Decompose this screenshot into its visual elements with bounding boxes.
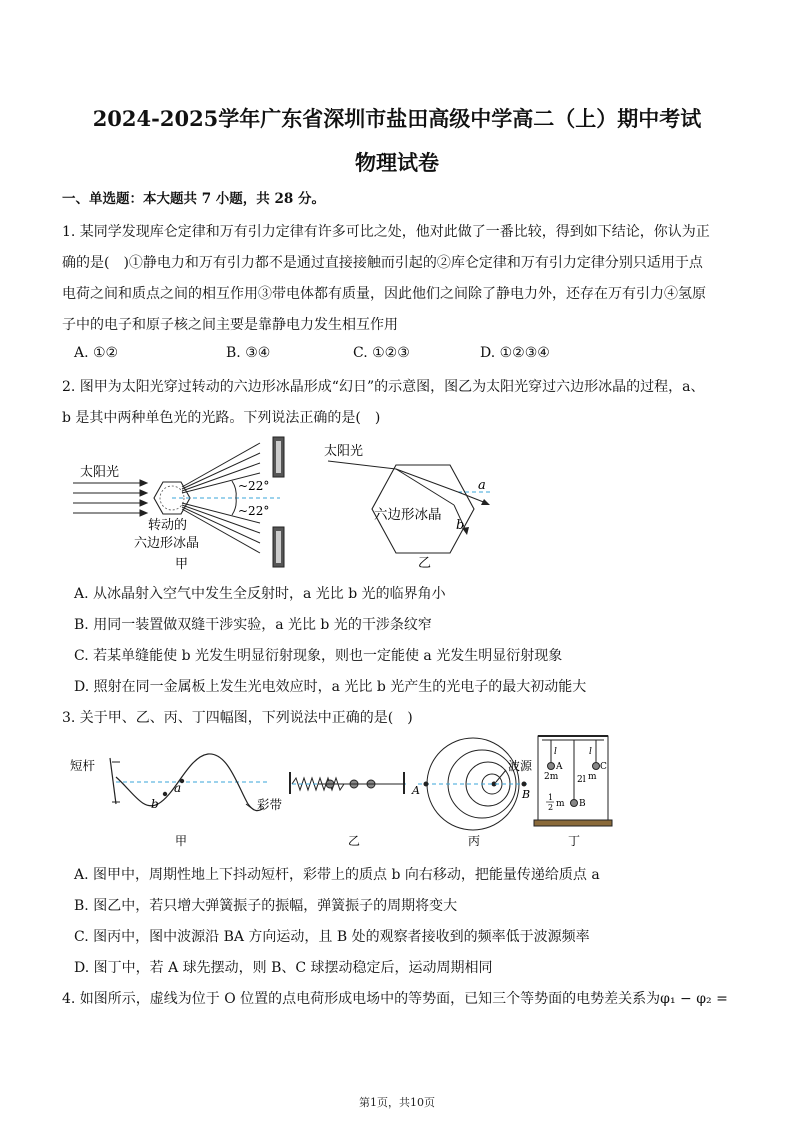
q1-line-1: 1. 某同学发现库仑定律和万有引力定律有许多可比之处，他对此做了一番比较，得到如下结论，你认为正 [62, 224, 710, 240]
exam-subtitle: 物理试卷 [355, 150, 439, 175]
q2-option-c: C. 若某单缝能使 b 光发生明显衍射现象，则也一定能使 a 光发生明显衍射现象 [74, 648, 563, 664]
rotating-label-1: 转动的 [148, 518, 188, 533]
pendulum-A-name: A [556, 762, 563, 772]
ray-b: b [456, 518, 465, 533]
exam-title: 2024-2025学年广东省深圳市盐田高级中学高二（上）期中考试 [92, 106, 702, 131]
rotating-label-2: 六边形冰晶 [134, 536, 200, 551]
sunlight-label-2: 太阳光 [324, 444, 364, 459]
q1-option-b: B. ③④ [226, 345, 271, 361]
stick-label: 短杆 [70, 758, 96, 773]
pendulum-B-length: 2l [577, 775, 586, 785]
point-A: A [412, 784, 420, 797]
label-bing: 丙 [468, 834, 481, 848]
angle-lower: ~22° [238, 504, 270, 518]
q1-option-a: A. ①② [74, 345, 119, 361]
q1-line-3: 电荷之间和质点之间的相互作用③带电体都有质量，因此他们之间除了静电力外，还存在万有引力④氢原 [62, 286, 706, 302]
pendulum-C-length: l [589, 747, 592, 757]
q2-figure-yi [318, 437, 498, 573]
source-label: 波源 [508, 759, 533, 773]
pendulum-B-half-den: 2 [548, 803, 554, 812]
point-B: B [522, 788, 531, 801]
pendulum-A-length: l [554, 747, 557, 757]
q3-line: 3. 关于甲、乙、丙、丁四幅图，下列说法中正确的是( ) [62, 710, 413, 726]
section-heading: 一、单选题：本大题共 7 小题，共 28 分。 [62, 191, 325, 207]
label-yi: 乙 [348, 834, 361, 848]
pendulum-B-half-num: 1 [548, 793, 554, 802]
q1-option-d: D. ①②③④ [480, 345, 550, 361]
q1-line-4: 子中的电子和原子核之间主要是靠静电力发生相互作用 [62, 317, 398, 333]
q4-line: 4. 如图所示，虚线为位于 O 位置的点电荷形成电场中的等势面，已知三个等势面的电势差关系为φ₁ − φ₂ = [62, 991, 728, 1007]
point-a: a [174, 781, 182, 795]
ribbon-label: 彩带 [257, 797, 283, 812]
page-footer: 第1页，共10页 [359, 1096, 435, 1109]
q3-option-c: C. 图丙中，图中波源沿 BA 方向运动，且 B 处的观察者接收到的频率低于波源频率 [74, 929, 590, 945]
q2-option-b: B. 用同一装置做双缝干涉实验，a 光比 b 光的干涉条纹窄 [74, 617, 432, 633]
crystal-label: 六边形冰晶 [374, 507, 442, 523]
sunlight-label: 太阳光 [80, 465, 120, 480]
ray-a: a [478, 478, 486, 493]
q2-option-a: A. 从冰晶射入空气中发生全反射时，a 光比 b 光的临界角小 [74, 586, 446, 602]
pendulum-B-name: B [579, 799, 586, 809]
pendulum-A-mass: 2m [544, 772, 559, 782]
pendulum-B-mass: m [556, 799, 565, 809]
angle-upper: ~22° [238, 479, 270, 493]
label-ding: 丁 [568, 834, 581, 848]
figure-label-yi: 乙 [418, 556, 432, 571]
q3-figure-strip [68, 732, 728, 852]
q3-option-d: D. 图丁中，若 A 球先摆动，则 B、C 球摆动稳定后，运动周期相同 [74, 960, 493, 976]
q2-line-2: b 是其中两种单色光的光路。下列说法正确的是( ) [62, 410, 381, 426]
q2-line-1: 2. 图甲为太阳光穿过转动的六边形冰晶形成“幻日”的示意图，图乙为太阳光穿过六边形冰晶的过程，a、 [62, 379, 705, 395]
q2-figure-jia [70, 435, 310, 575]
pendulum-C-name: C [600, 762, 607, 772]
q3-option-b: B. 图乙中，若只增大弹簧振子的振幅，弹簧振子的周期将变大 [74, 898, 458, 914]
q3-option-a: A. 图甲中，周期性地上下抖动短杆，彩带上的质点 b 向右移动，把能量传递给质点 a [74, 867, 600, 883]
label-jia: 甲 [175, 834, 188, 848]
q2-option-d: D. 照射在同一金属板上发生光电效应时，a 光比 b 光产生的光电子的最大初动能大 [74, 679, 587, 695]
point-b: b [151, 797, 159, 811]
q1-line-2: 确的是( )①静电力和万有引力都不是通过直接接触而引起的②库仑定律和万有引力定律分别只适用于点 [62, 255, 703, 271]
pendulum-C-mass: m [588, 772, 597, 782]
q1-option-c: C. ①②③ [353, 345, 410, 361]
figure-label-jia: 甲 [175, 557, 189, 572]
